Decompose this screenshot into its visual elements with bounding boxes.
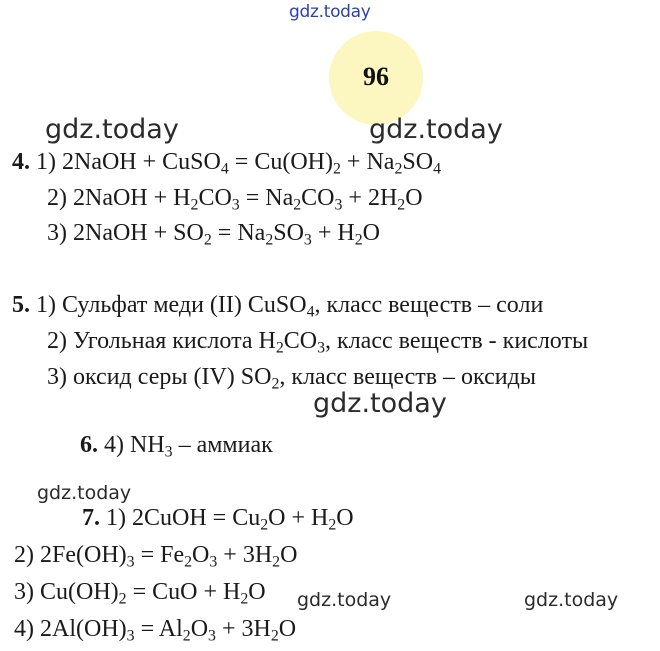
- task-5-line-2: [47, 328, 589, 357]
- watermark: gdz.today: [369, 114, 503, 145]
- task-4-line-2: [47, 185, 423, 214]
- page-number: 96: [363, 62, 389, 91]
- subscript: 2: [271, 375, 280, 393]
- watermark: gdz.today: [297, 589, 392, 611]
- task-7-line-1: [82, 505, 354, 534]
- answer-text: 1) Сульфат меди (II) CuSO$_4$, класс веществ – соли: [36, 292, 544, 321]
- subscript: 2: [397, 196, 406, 214]
- subscript: 2: [270, 627, 279, 645]
- watermark: gdz.today: [45, 114, 179, 145]
- subscript: 2: [265, 231, 274, 249]
- subscript: 2: [260, 516, 269, 534]
- task-4-line-3: [47, 220, 380, 249]
- subscript: 2: [394, 160, 403, 178]
- subscript: 3: [334, 196, 343, 214]
- task-4-number: 4.: [12, 149, 30, 175]
- subscript: 2: [203, 231, 212, 249]
- subscript: 3: [303, 231, 312, 249]
- subscript: 2: [184, 553, 193, 571]
- subscript: 2: [272, 553, 281, 571]
- task-6-line: [80, 432, 273, 461]
- task-5-line-3: [47, 364, 536, 393]
- task-7-line-3: [14, 579, 266, 608]
- subscript: 3: [126, 627, 135, 645]
- subscript: 4: [433, 160, 441, 178]
- subscript: 2: [240, 590, 249, 608]
- subscript: 2: [354, 231, 363, 249]
- equation: 3) $Cu(OH)_2$ = CuO + $H_2O$: [14, 579, 266, 608]
- task-7-line-2: [14, 542, 298, 571]
- subscript: 2: [293, 196, 302, 214]
- watermark: gdz.today: [524, 589, 619, 611]
- task-6-number: 6.: [80, 432, 98, 458]
- page-number-badge: [329, 31, 423, 125]
- subscript: 2: [118, 590, 127, 608]
- task-7-line-4: [14, 616, 297, 645]
- subscript: 2: [333, 160, 341, 178]
- task-4-line-1: [12, 149, 441, 178]
- subscript: 3: [317, 339, 326, 357]
- subscript: 4: [220, 160, 229, 178]
- task-5-number: 5.: [12, 292, 30, 318]
- subscript: 2: [190, 196, 199, 214]
- subscript: 3: [208, 627, 216, 645]
- equation: 2) 2NaOH + $H_2CO_3 = Na_2CO_3 + 2H_2O$: [47, 185, 423, 214]
- equation: 4) $2Al(OH)_3 = Al_2O_3 + 3H_2O$: [14, 616, 297, 645]
- answer-text: 3) оксид серы (IV) $SO_2$, класс веществ – оксиды: [47, 364, 536, 393]
- subscript: 3: [164, 443, 173, 461]
- subscript: 2: [328, 516, 337, 534]
- subscript: 3: [126, 553, 135, 571]
- subscript: 3: [209, 553, 218, 571]
- subscript: 2: [182, 627, 191, 645]
- watermark: gdz.today: [37, 482, 132, 504]
- equation: 3) 2NaOH + $SO_2 = Na_2SO_3 + H_2O$: [47, 220, 380, 249]
- equation: 1) 2CuOH = $Cu_2O + H_2O$: [106, 505, 354, 534]
- subscript: 4: [306, 303, 315, 321]
- task-7-number: 7.: [82, 505, 100, 531]
- watermark-top: gdz.today: [289, 2, 371, 22]
- subscript: 2: [275, 339, 284, 357]
- equation: 1) 2NaOH + CuSO$_4$ = $Cu(OH)_2 + Na_2SO_4$: [36, 149, 441, 178]
- task-5-line-1: [12, 292, 544, 321]
- watermark: gdz.today: [313, 388, 447, 419]
- equation: 2) $2Fe(OH)_3 = Fe_2O_3 + 3H_2O$: [14, 542, 298, 571]
- answer-text: 2) Угольная кислота $H_2CO_3$, класс веществ - кислоты: [47, 328, 589, 357]
- answer-text: 4) $NH_3$ – аммиак: [104, 432, 273, 461]
- subscript: 3: [231, 196, 240, 214]
